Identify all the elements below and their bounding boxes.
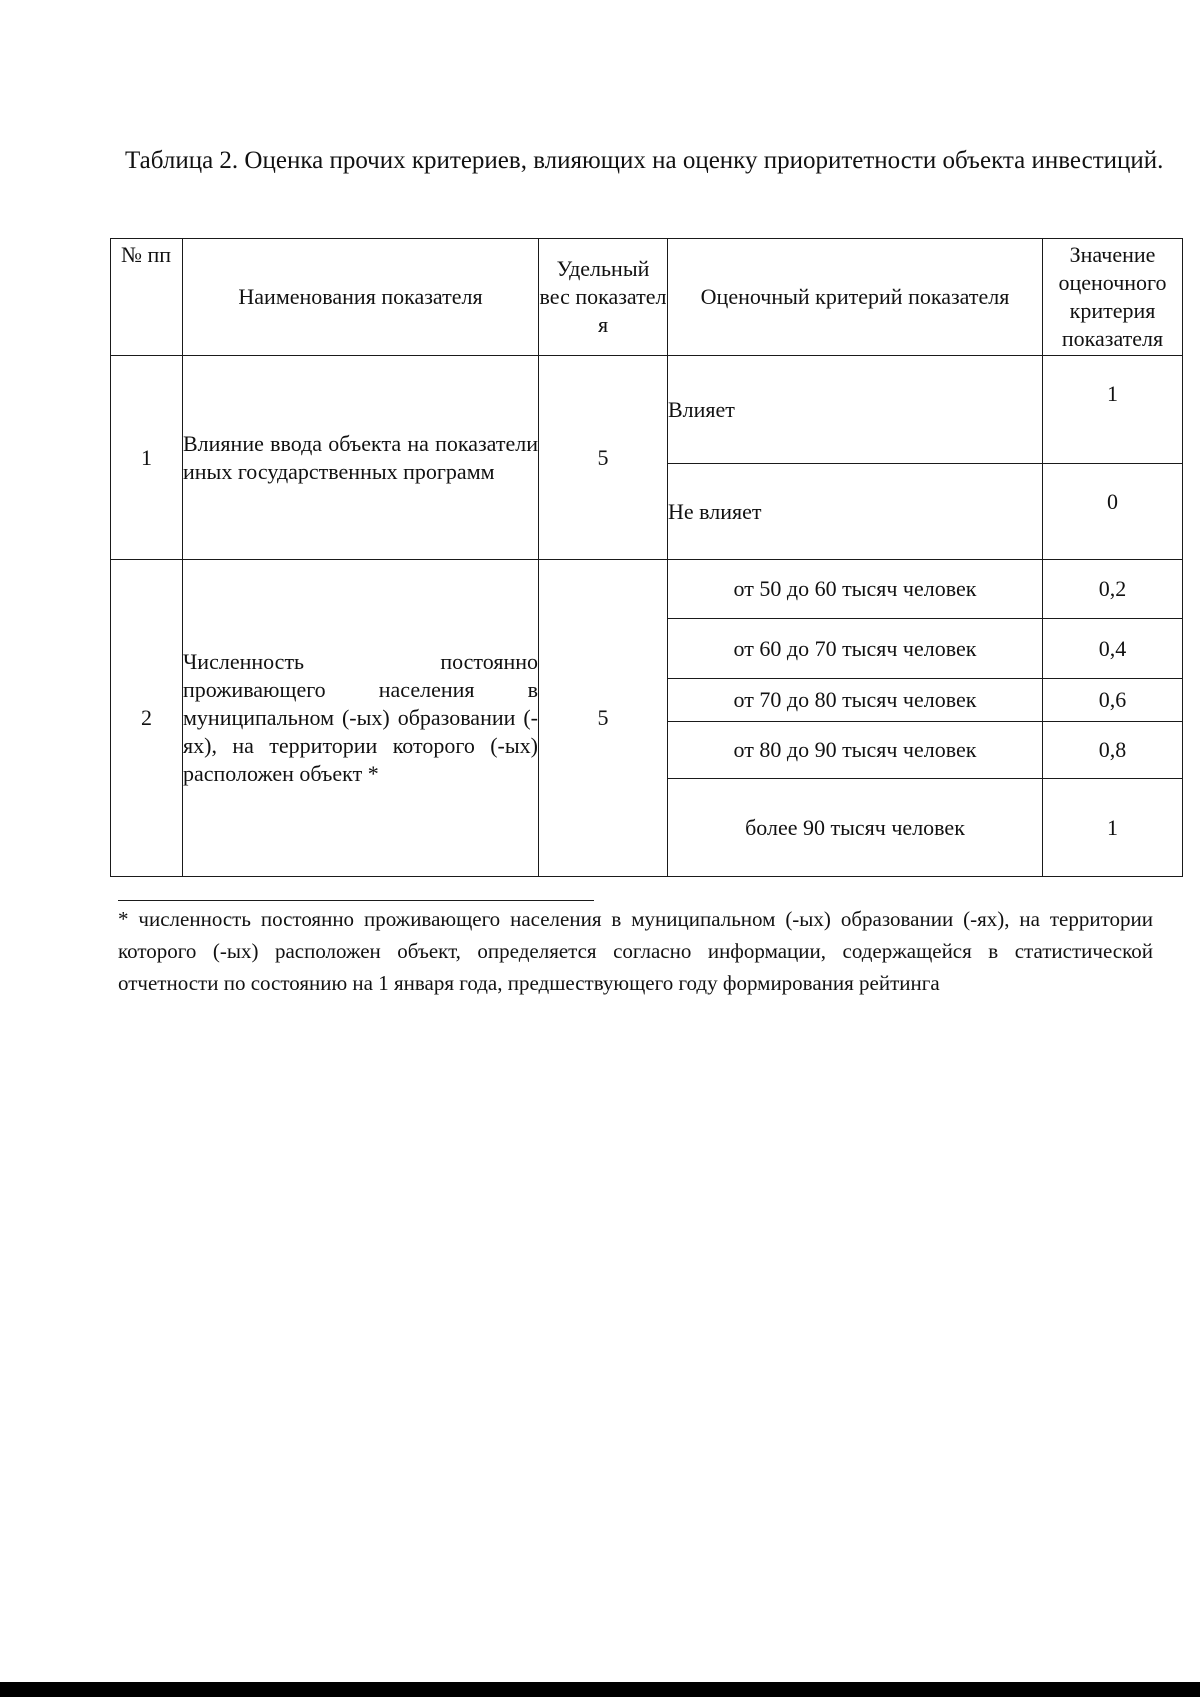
- criterion-value: 1: [1043, 779, 1183, 877]
- table-row: [111, 560, 1183, 619]
- table-row: [111, 356, 1183, 464]
- header-name: Наименования показателя: [183, 239, 539, 356]
- criterion-label: Влияет: [668, 356, 1043, 464]
- criterion-value: 0: [1043, 464, 1183, 560]
- criterion-label: от 60 до 70 тысяч человек: [668, 619, 1043, 679]
- row-weight: 5: [539, 356, 668, 560]
- row-weight: 5: [539, 560, 668, 877]
- criterion-value: 1: [1043, 356, 1183, 464]
- scan-bottom-edge: [0, 1682, 1200, 1697]
- row-num: 2: [111, 560, 183, 877]
- footnote-text: * численность постоянно проживающего населения в муниципальном (-ых) образовании (-ях), на территории которого (-ых) расположен объект, определяется согласно информации, содержащейся в статистической отчетности по состоянию на 1 января года, предшествующего году формирования рейтинга: [118, 907, 1153, 995]
- row-num: 1: [111, 356, 183, 560]
- criteria-table: [110, 238, 1183, 877]
- criterion-value: 0,4: [1043, 619, 1183, 679]
- criterion-label: от 80 до 90 тысяч человек: [668, 722, 1043, 779]
- header-num: № пп: [111, 239, 183, 356]
- criterion-value: 0,8: [1043, 722, 1183, 779]
- criterion-label: от 50 до 60 тысяч человек: [668, 560, 1043, 619]
- header-criterion: Оценочный критерий показателя: [668, 239, 1043, 356]
- criterion-label: от 70 до 80 тысяч человек: [668, 679, 1043, 722]
- table-title: Таблица 2. Оценка прочих критериев, влияющих на оценку приоритетности объекта инвестиций.: [125, 147, 1164, 174]
- table-header-row: [111, 239, 1183, 356]
- criterion-label: более 90 тысяч человек: [668, 779, 1043, 877]
- row-indicator-name: Численность постоянно проживающего населения в муниципальном (-ых) образовании (-ях), на территории которого (-ых) расположен объект *: [183, 560, 539, 877]
- criterion-value: 0,2: [1043, 560, 1183, 619]
- footnote-divider: [118, 900, 594, 901]
- header-value: Значение оценочного критерия показателя: [1043, 239, 1183, 356]
- criterion-value: 0,6: [1043, 679, 1183, 722]
- header-weight: Удельный вес показател я: [539, 239, 668, 356]
- row-indicator-name: Влияние ввода объекта на показатели иных государственных программ: [183, 356, 539, 560]
- criterion-label: Не влияет: [668, 464, 1043, 560]
